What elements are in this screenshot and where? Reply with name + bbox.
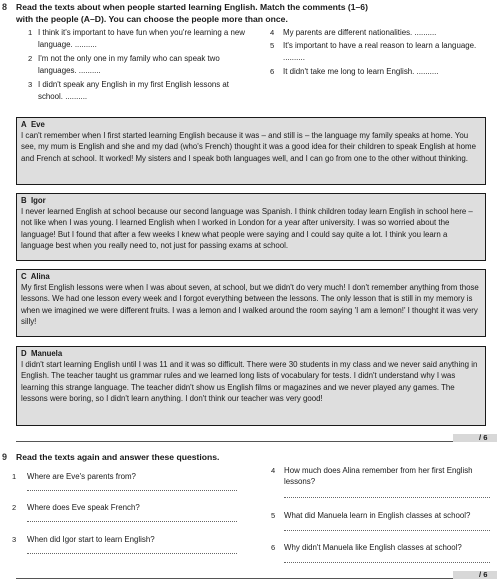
match-item-6	[270, 66, 492, 78]
exercise-9-instruction: Read the texts again and answer these questions.	[16, 452, 220, 462]
question-number: 5	[271, 511, 276, 520]
item-number: 3	[28, 80, 33, 89]
item-text: I think it's important to have fun when you're learning a new language. ..........	[38, 28, 245, 49]
text-heading: D Manuela	[21, 349, 63, 358]
item-number: 5	[270, 41, 275, 50]
question-number: 4	[271, 466, 276, 475]
exercise-8-score: / 6	[453, 434, 497, 442]
item-text: It didn't take me long to learn English. ..........	[283, 67, 439, 76]
text-box-eve	[16, 117, 486, 185]
score-divider	[16, 441, 497, 442]
question-1-text: Where are Eve's parents from?	[27, 472, 136, 481]
text-box-manuela	[16, 346, 486, 426]
item-number: 1	[28, 28, 33, 37]
item-text: My parents are different nationalities. ..........	[283, 28, 437, 37]
exercise-8-instruction-line2: with the people (A–D). You can choose the people more than once.	[16, 14, 288, 24]
answer-line-3[interactable]	[27, 553, 237, 554]
answer-line-1[interactable]	[27, 490, 237, 491]
item-number: 4	[270, 28, 275, 37]
match-item-5	[270, 40, 496, 64]
exercise-8-number: 8	[2, 2, 8, 12]
question-number: 6	[271, 543, 276, 552]
text-box-igor	[16, 193, 486, 261]
answer-line-2[interactable]	[27, 521, 237, 522]
question-number: 3	[12, 535, 17, 544]
question-3-text: When did Igor start to learn English?	[27, 535, 155, 544]
exercise-9-score: / 6	[453, 571, 497, 579]
match-item-4	[270, 27, 492, 39]
exercise-8-instruction-line1: Read the texts about when people started learning English. Match the comments (1–6)	[16, 2, 368, 12]
text-heading: A Eve	[21, 120, 45, 129]
score-divider	[16, 578, 497, 579]
text-body: I can't remember when I first started learning English because it was – and still is – the language my family speaks at home. You see, my mum is English and she and my dad (who's French) thought it was a good idea for their children to speak English at home and French at school. It worked! My sisters and I speak both languages well, and I can go from one to the other without thinking.	[21, 131, 477, 163]
answer-line-4[interactable]	[284, 497, 490, 498]
question-2-text: Where does Eve speak French?	[27, 503, 140, 512]
match-item-1	[28, 27, 256, 51]
text-heading: B Igor	[21, 196, 46, 205]
answer-line-6[interactable]	[284, 562, 490, 563]
question-4-text: How much does Alina remember from her first English lessons?	[284, 466, 473, 486]
item-number: 2	[28, 54, 33, 63]
question-6-text: Why didn't Manuela like English classes at school?	[284, 543, 462, 552]
question-number: 1	[12, 472, 17, 481]
text-body: I never learned English at school because our second language was Spanish. I think children today learn English in school here – not like when I was young. I learned English when I worked in London for a year after university. I was so worried about the language! But I found that after a few weeks I knew what people were saying and I could say quite a lot. I think you learn a language best when you really need to, not just for passing exams at school.	[21, 207, 473, 250]
text-heading: C Alina	[21, 272, 50, 281]
text-box-alina	[16, 269, 486, 337]
answer-line-5[interactable]	[284, 530, 490, 531]
text-body: My first English lessons were when I was about seven, at school, but we didn't do very much! I don't remember anything from those lessons. We had one lesson every week and I forgot everything between the lessons. The only lesson that is still in my memory is when we imagined we were different fruits. I was a lemon and I walked around the room saying 'I am a lemon!' I thought it was very silly!	[21, 283, 479, 326]
item-text: It's important to have a real reason to learn a language. ..........	[283, 41, 477, 62]
question-number: 2	[12, 503, 17, 512]
item-text: I'm not the only one in my family who can speak two languages. ..........	[38, 54, 220, 75]
item-text: I didn't speak any English in my first English lessons at school. ..........	[38, 80, 229, 101]
match-item-3	[28, 79, 256, 103]
question-5-text: What did Manuela learn in English classes at school?	[284, 511, 471, 520]
match-item-2	[28, 53, 256, 77]
text-body: I didn't start learning English until I was 11 and it was so difficult. There were 30 students in my class and we never said anything in English. The teacher taught us grammar rules and we learned long lists of vocabulary for tests. I didn't understand why I was learning this strange language. The teacher didn't show us English films or magazines and we never played any games. The lessons were boring, so I didn't learn anything. I don't think our teacher was very good!	[21, 360, 478, 403]
item-number: 6	[270, 67, 275, 76]
exercise-9-number: 9	[2, 452, 8, 462]
